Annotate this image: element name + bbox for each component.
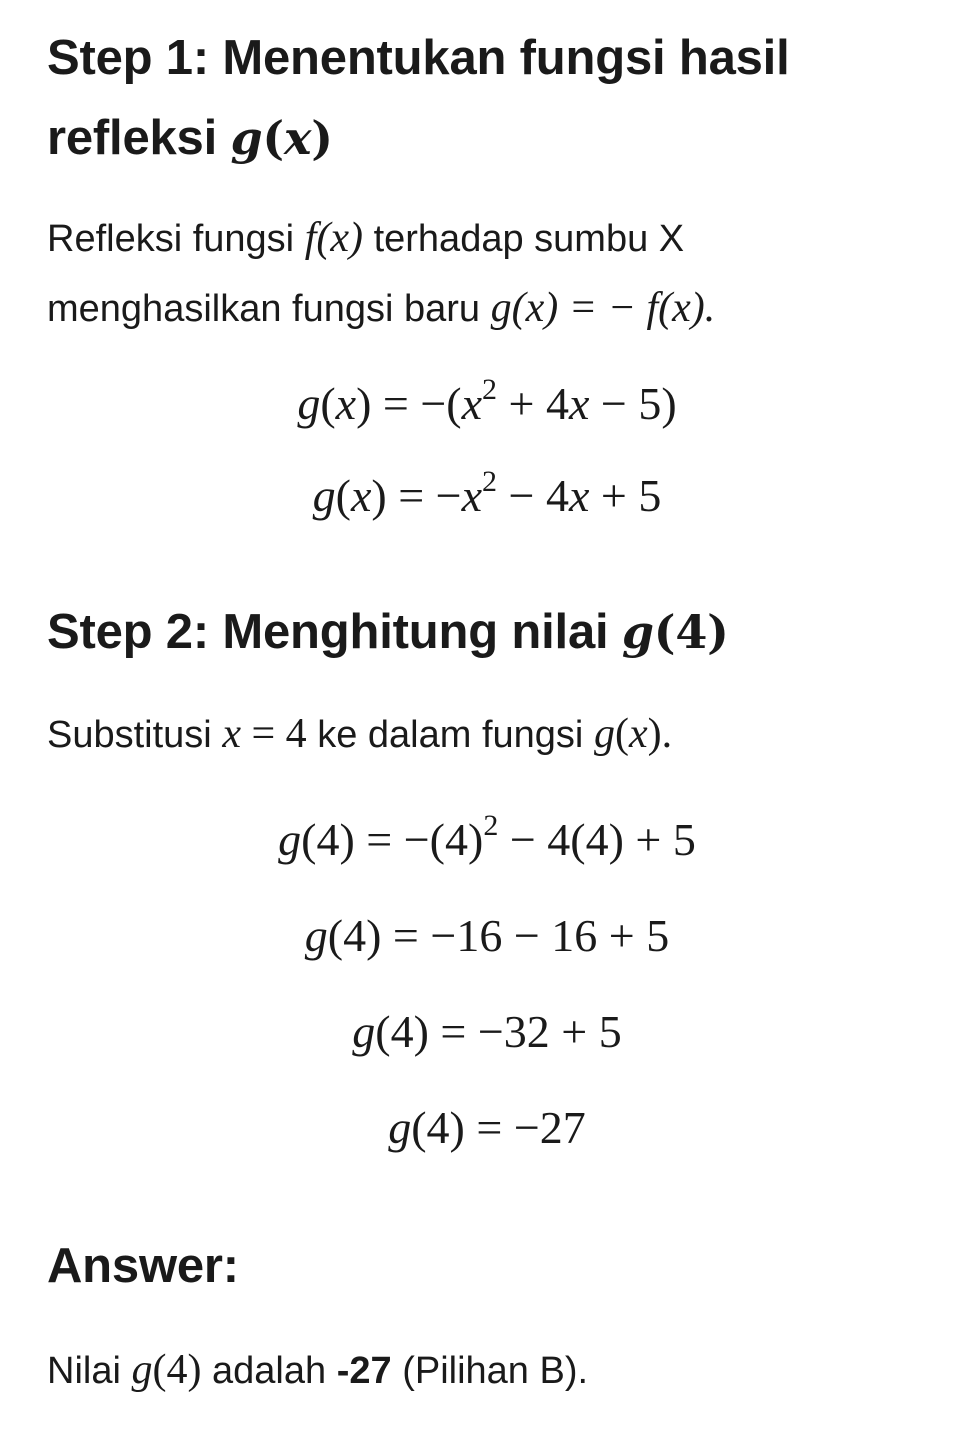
step2-equation-3: g(4) = −32 + 5 [352, 1006, 622, 1057]
answer-paragraph [47, 1336, 927, 1406]
step2-para-text-1: Substitusi [47, 714, 212, 756]
step1-equation-2: $g(x) = -x^2 - 4x + 5$ [312, 465, 662, 521]
step2-equation-1: $g(4) = -(4)^2 - 4(4) + 5$ [278, 809, 696, 865]
step2-heading [47, 592, 927, 672]
step1-heading-text: Step 1: Menentukan fungsi hasil refleksi [47, 31, 790, 165]
step1-para-text-2: terhadap sumbu X menghasilkan fungsi baru [47, 218, 685, 330]
step1-equations [47, 358, 927, 542]
answer-text-3: (Pilihan B). [402, 1350, 589, 1392]
step1-para-math-1: f(x) [304, 215, 364, 261]
step2-heading-text: Step 2: Menghitung nilai [47, 605, 609, 659]
answer-value: -27 [336, 1350, 392, 1392]
step2-heading-math: g(4) [621, 605, 729, 659]
step2-para-text-2: ke dalam fungsi [317, 714, 584, 756]
step1-equation-1: $g(x) = -(x^2 + 4x - 5)$ [297, 373, 677, 429]
step1-heading-math: g(x) [230, 111, 333, 165]
step2-equation-4: g(4) = −27 [388, 1102, 586, 1153]
answer-text-2: adalah [212, 1350, 327, 1392]
answer-math: g(4) [131, 1347, 202, 1393]
step2-equation-2: g(4) = −16 − 16 + 5 [304, 910, 670, 961]
step2-equations [47, 792, 927, 1176]
step1-heading [47, 18, 917, 178]
answer-heading: Answer: [47, 1239, 239, 1293]
step2-para-math-1: x = 4 [222, 711, 307, 757]
answer-text-1: Nilai [47, 1350, 121, 1392]
step1-para-text-1: Refleksi fungsi [47, 218, 295, 260]
step1-paragraph [47, 204, 887, 344]
solution-document [47, 18, 927, 1406]
step2-paragraph [47, 700, 927, 770]
step1-para-math-2: g(x) = − f(x). [490, 285, 716, 331]
step2-para-math-2: g(x). [593, 711, 673, 757]
